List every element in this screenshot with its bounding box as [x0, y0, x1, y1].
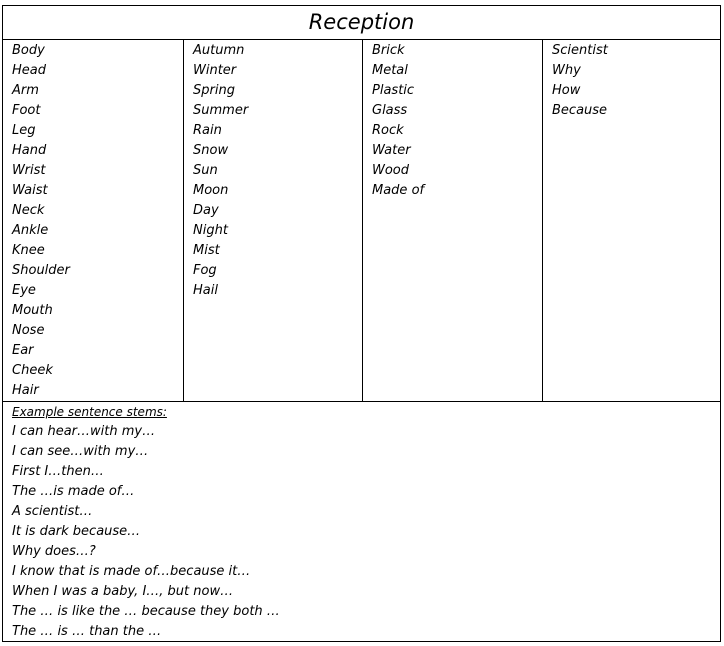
word-item: Winter [193, 63, 237, 78]
word-item: Sun [193, 163, 218, 178]
word-item: How [552, 83, 581, 98]
sentence-stem: The …is made of… [12, 484, 135, 499]
word-item: Hail [193, 283, 218, 298]
word-item: Plastic [372, 83, 415, 98]
word-item: Because [552, 103, 608, 118]
sentence-stem: Why does…? [12, 544, 96, 559]
sentence-stem: The … is like the … because they both … [12, 604, 280, 619]
word-item: Eye [12, 283, 36, 298]
word-item: Autumn [193, 43, 245, 58]
word-item: Foot [12, 103, 41, 118]
word-item: Summer [193, 103, 249, 118]
word-item: Shoulder [12, 263, 70, 278]
word-item: Knee [12, 243, 45, 258]
sentence-stems-heading: Example sentence stems: [12, 405, 167, 419]
word-item: Water [372, 143, 411, 158]
word-item: Spring [193, 83, 235, 98]
word-item: Wrist [12, 163, 46, 178]
sentence-stems-list [12, 422, 720, 642]
word-item: Cheek [12, 363, 53, 378]
word-item: Ankle [12, 223, 49, 238]
word-item: Hair [12, 383, 39, 398]
table-title: Reception [3, 6, 720, 40]
sentence-stem: First I…then… [12, 464, 104, 479]
word-item: Day [193, 203, 219, 218]
word-item: Made of [372, 183, 425, 198]
word-item: Fog [193, 263, 217, 278]
sentence-stem: A scientist… [12, 504, 93, 519]
column-science-words [542, 40, 720, 401]
sentence-stem: It is dark because… [12, 524, 141, 539]
sentence-stem: The … is … than the … [12, 624, 162, 639]
sentence-stems-section [3, 402, 720, 642]
word-item: Nose [12, 323, 45, 338]
sentence-stem: I know that is made of…because it… [12, 564, 251, 579]
sentence-stem: I can hear…with my… [12, 424, 156, 439]
word-item: Scientist [552, 43, 608, 58]
word-item: Waist [12, 183, 48, 198]
word-item: Hand [12, 143, 47, 158]
sentence-stem: When I was a baby, I…, but now… [12, 584, 234, 599]
word-item: Moon [193, 183, 229, 198]
word-item: Ear [12, 343, 34, 358]
edge-tick [720, 401, 721, 421]
sentence-stem: I can see…with my… [12, 444, 149, 459]
word-item: Night [193, 223, 228, 238]
word-item: Metal [372, 63, 408, 78]
word-item: Wood [372, 163, 410, 178]
word-item: Neck [12, 203, 45, 218]
word-item: Mist [193, 243, 220, 258]
word-item: Body [12, 43, 45, 58]
word-grid [3, 40, 720, 402]
column-body-parts [3, 40, 183, 401]
column-materials [362, 40, 542, 401]
word-item: Arm [12, 83, 39, 98]
word-item: Mouth [12, 303, 53, 318]
word-item: Head [12, 63, 46, 78]
word-item: Brick [372, 43, 405, 58]
word-item: Rain [193, 123, 222, 138]
word-item: Snow [193, 143, 229, 158]
word-item: Glass [372, 103, 408, 118]
word-item: Why [552, 63, 581, 78]
column-weather-seasons [183, 40, 362, 401]
word-item: Rock [372, 123, 404, 138]
word-item: Leg [12, 123, 36, 138]
vocabulary-table [2, 5, 721, 642]
